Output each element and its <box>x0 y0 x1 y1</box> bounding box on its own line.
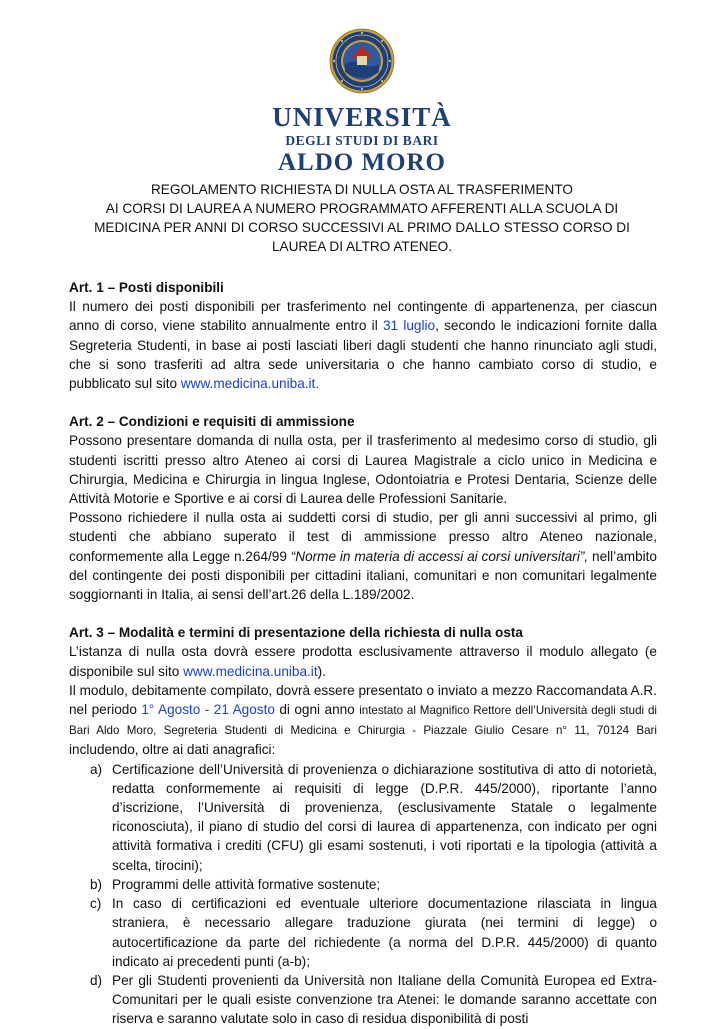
text-run: , secondo le indicazioni fornite dalla Segreteria Studenti, in base ai posti lasciati liberi dagli studenti che hanno rinunciato agli studi, che si sono trasferiti ad altra sede universitaria o che hanno cambiato corso di studio, e pubblicato sul sito <box>69 318 657 392</box>
list-marker: c) <box>90 896 102 912</box>
requirements-list <box>69 760 657 1029</box>
title-line: LAUREA DI ALTRO ATENEO. <box>271 239 453 254</box>
list-item-text: In caso di certificazioni ed eventuale ulteriore documentazione rilasciata in lingua straniera, è necessario allegare traduzione giurata (nei termini di legge) o autocertificazione da parte del richiedente (a norma del D.P.R. 445/2000) di quanto indicato ai precedenti punti (a-b); <box>112 896 657 969</box>
text-run: Il modulo, debitamente compilato, dovrà essere presentato o inviato a mezzo Raccomandata A.R. nel periodo <box>69 682 657 718</box>
article-2 <box>69 412 657 604</box>
article-1-heading: Art. 1 – Posti disponibili <box>69 280 224 295</box>
article-1 <box>69 278 657 393</box>
brand-line-2: DEGLI STUDI DI BARI <box>285 133 439 148</box>
list-item <box>69 875 657 894</box>
spacer <box>69 393 657 412</box>
article-3-paragraph-2 <box>69 681 657 760</box>
article-2-paragraph-1: Possono presentare domanda di nulla osta, per il trasferimento al medesimo corso di studio, gli studenti iscritti presso altro Ateneo ai corsi di Laurea Magistrale a ciclo unico in Medicina e Chirurgia, Medicina e Chirurgia in lingua Inglese, Odontoiatria e Protesi Dentaria, Scienze delle Attività Motorie e Sportive e ai corsi di Laurea delle Professioni Sanitarie. <box>69 433 657 507</box>
title-line: AI CORSI DI LAUREA A NUMERO PROGRAMMATO AFFERENTI ALLA SCUOLA DI <box>105 201 619 216</box>
document-body <box>69 278 657 1029</box>
brand-line-1: UNIVERSITÀ <box>272 102 452 132</box>
website-link[interactable]: www.medicina.uniba.it. <box>180 376 320 392</box>
title-line: REGOLAMENTO RICHIESTA DI NULLA OSTA AL TRASFERIMENTO <box>150 182 573 197</box>
list-item-text: Programmi delle attività formative sostenute; <box>112 876 381 892</box>
university-seal-icon <box>329 28 395 94</box>
document-title <box>66 180 658 256</box>
list-marker: d) <box>90 972 103 988</box>
period-end-date: 21 Agosto <box>213 702 275 718</box>
text-run: nell’ambito del contingente dei posti disponibili per cittadini italiani, comunitari e non comunitari legalmente soggiornanti in Italia, ai sensi dell’art.26 della L.189/2002. <box>69 548 657 603</box>
list-marker: a) <box>90 761 103 777</box>
article-3-heading: Art. 3 – Modalità e termini di presentazione della richiesta di nulla osta <box>69 625 523 641</box>
article-2-paragraph-2 <box>69 508 657 604</box>
list-marker: b) <box>90 876 103 892</box>
brand-line-3: ALDO MORO <box>277 148 447 176</box>
article-3 <box>69 623 657 1028</box>
list-item <box>69 894 657 971</box>
period-start-date: 1° Agosto <box>141 702 201 718</box>
mailing-address: intestato al Magnifico Rettore dell’Università degli studi di Bari Aldo Moro, Segreteria Studenti di Medicina e Chirurgia - Piazzale Giulio Cesare n° 11, 70124 Bari <box>69 704 657 738</box>
article-3-paragraph-1 <box>69 642 657 680</box>
list-item <box>69 971 657 1029</box>
website-link[interactable]: www.medicina.uniba.it <box>183 663 318 679</box>
list-item <box>69 760 657 875</box>
article-2-heading: Art. 2 – Condizioni e requisiti di ammissione <box>69 414 355 430</box>
law-quote: “Norme in materia di accessi ai corsi universitari”, <box>290 548 589 564</box>
text-run: ). <box>317 663 326 679</box>
text-run: di ogni anno <box>274 702 360 718</box>
title-line: MEDICINA PER ANNI DI CORSO SUCCESSIVI AL PRIMO DALLO STESSO CORSO DI <box>94 220 630 235</box>
spacer <box>69 604 657 623</box>
deadline-date: 31 luglio <box>382 318 436 334</box>
period-separator: - <box>200 702 214 718</box>
text-run: Possono richiedere il nulla osta ai suddetti corsi di studio, per gli anni successivi al primo, gli studenti che abbiano superato il test di ammissione presso altro Ateneo nazionale, conformemente alla Legge n.264/99 <box>69 510 657 564</box>
text-run: Il numero dei posti disponibili per trasferimento nel contingente di appartenenza, per ciascun anno di corso, viene stabilito annualmente entro il <box>69 299 657 334</box>
list-item-text: Certificazione dell’Università di provenienza o dichiarazione sostitutiva di atto di notorietà, redatta conformemente ai requisiti di legge (D.P.R. 445/2000), riportante l’anno d’iscrizione, l’Università di provenienza, (esclusivamente Statale o legalmente riconosciuta), il piano di studio del corsi di laurea di appartenenza, con indicato per ogni attività formativa i crediti (CFU) gli esami sostenuti, i voti riportati e la tipologia (attività a scelta, tirocini); <box>112 761 657 873</box>
article-1-paragraph <box>69 297 657 393</box>
university-logo <box>0 28 724 175</box>
text-run: includendo, oltre ai dati anagrafici: <box>69 742 276 758</box>
list-item-text: Per gli Studenti provenienti da Università non Italiane della Comunità Europea ed Extra-Comunitari per le quali esiste convenzione tra Atenei: le domande saranno accettate con riserva e saranno valutate solo in caso di residua disponibilità di posti <box>112 972 657 1027</box>
text-run: L’istanza di nulla osta dovrà essere prodotta esclusivamente attraverso il modulo allegato (e disponibile sul sito <box>69 644 657 679</box>
